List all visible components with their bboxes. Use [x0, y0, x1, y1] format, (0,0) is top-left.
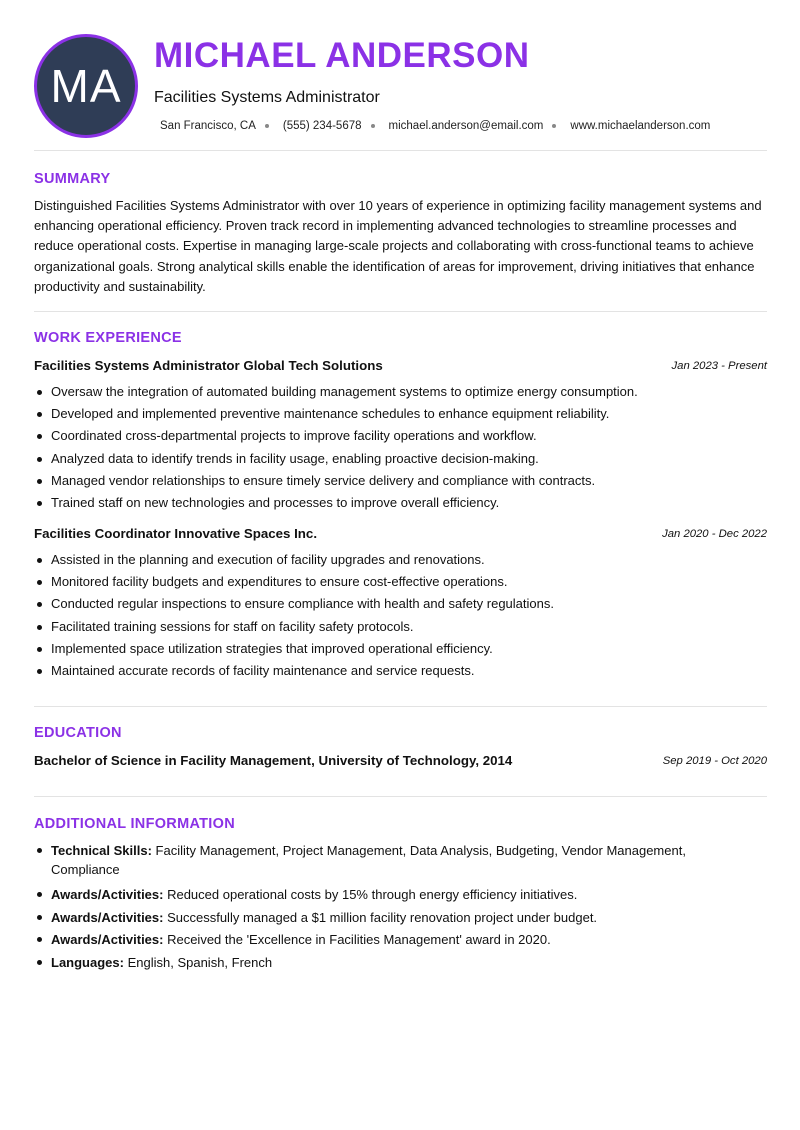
section-divider: [34, 311, 767, 312]
additional-info-list: [34, 841, 767, 975]
item-label: Awards/Activities:: [51, 932, 164, 947]
item-text: English, Spanish, French: [123, 954, 273, 970]
list-item: Managed vendor relationships to ensure timely service delivery and compliance with contracts.: [34, 470, 767, 492]
list-item: [34, 908, 767, 927]
resume-header: [0, 0, 800, 150]
list-item: [34, 930, 767, 949]
education-dates: Sep 2019 - Oct 2020: [662, 755, 767, 767]
contact-website[interactable]: www.michaelanderson.com: [570, 120, 711, 132]
list-item: Developed and implemented preventive maintenance schedules to enhance equipment reliability.: [34, 403, 767, 425]
avatar-initials: MA: [50, 60, 122, 112]
list-item: Monitored facility budgets and expenditures to ensure cost-effective operations.: [34, 571, 767, 593]
work-experience-heading: WORK EXPERIENCE: [34, 330, 182, 346]
job-dates: Jan 2020 - Dec 2022: [662, 528, 767, 540]
education-heading: EDUCATION: [34, 725, 122, 741]
contact-location: San Francisco, CA: [160, 120, 256, 132]
separator-dot: [552, 124, 556, 128]
list-item: [34, 953, 767, 972]
separator-dot: [265, 124, 269, 128]
item-text: Reduced operational costs by 15% through energy efficiency initiatives.: [163, 887, 578, 902]
item-text: Facility Management, Project Management, Data Analysis, Budgeting, Vendor Management, Compliance: [51, 843, 686, 877]
candidate-title: Facilities Systems Administrator: [154, 89, 380, 106]
section-divider: [34, 796, 767, 797]
list-item: Coordinated cross-departmental projects to improve facility operations and workflow.: [34, 425, 767, 447]
contact-phone: (555) 234-5678: [282, 120, 362, 132]
additional-info-heading: ADDITIONAL INFORMATION: [34, 816, 235, 832]
item-label: Languages:: [51, 954, 124, 970]
job-bullets: [34, 381, 767, 514]
job-role: Facilities Systems Administrator Global Tech Solutions: [34, 358, 383, 373]
list-item: Oversaw the integration of automated building management systems to optimize energy consumption.: [34, 381, 767, 403]
list-item: Maintained accurate records of facility maintenance and service requests.: [34, 660, 767, 682]
list-item: [34, 885, 767, 904]
list-item: [34, 841, 714, 879]
section-divider: [34, 706, 767, 707]
contact-email[interactable]: michael.anderson@email.com: [388, 120, 544, 132]
item-label: Awards/Activities:: [51, 909, 164, 925]
list-item: Implemented space utilization strategies that improved operational efficiency.: [34, 638, 767, 660]
summary-heading: SUMMARY: [34, 171, 111, 187]
item-label: Awards/Activities:: [51, 887, 164, 902]
list-item: Assisted in the planning and execution of facility upgrades and renovations.: [34, 549, 767, 571]
candidate-name: MICHAEL ANDERSON: [154, 36, 530, 75]
list-item: Trained staff on new technologies and processes to improve overall efficiency.: [34, 492, 767, 514]
section-divider: [34, 150, 767, 151]
separator-dot: [371, 124, 375, 128]
item-text: Successfully managed a $1 million facility renovation project under budget.: [163, 909, 598, 925]
job-header: [34, 358, 767, 376]
job-dates: Jan 2023 - Present: [671, 360, 767, 372]
list-item: Facilitated training sessions for staff on facility safety protocols.: [34, 616, 767, 638]
list-item: Conducted regular inspections to ensure compliance with health and safety regulations.: [34, 593, 767, 615]
list-item: Analyzed data to identify trends in facility usage, enabling proactive decision-making.: [34, 448, 767, 470]
job-bullets: [34, 549, 767, 682]
item-text: Received the 'Excellence in Facilities Management' award in 2020.: [163, 932, 551, 947]
summary-text: Distinguished Facilities Systems Administrator with over 10 years of experience in optimizing facility management systems and enhancing operational efficiency. Proven track record in implementing advanced technologies to streamline processes and reduce operational costs. Expertise in managing large-scale projects and collaborating with cross-functional teams to achieve organizational goals. Strong analytical skills enable the identification of areas for improvement, driving initiatives that enhance productivity and sustainability.: [34, 198, 762, 294]
item-label: Technical Skills:: [51, 843, 152, 858]
job-header: [34, 526, 767, 544]
contact-line: [160, 120, 710, 132]
job-role: Facilities Coordinator Innovative Spaces Inc.: [34, 526, 318, 541]
avatar: [34, 34, 138, 138]
education-degree: Bachelor of Science in Facility Management, University of Technology, 2014: [34, 753, 513, 768]
education-entry: [34, 753, 767, 773]
